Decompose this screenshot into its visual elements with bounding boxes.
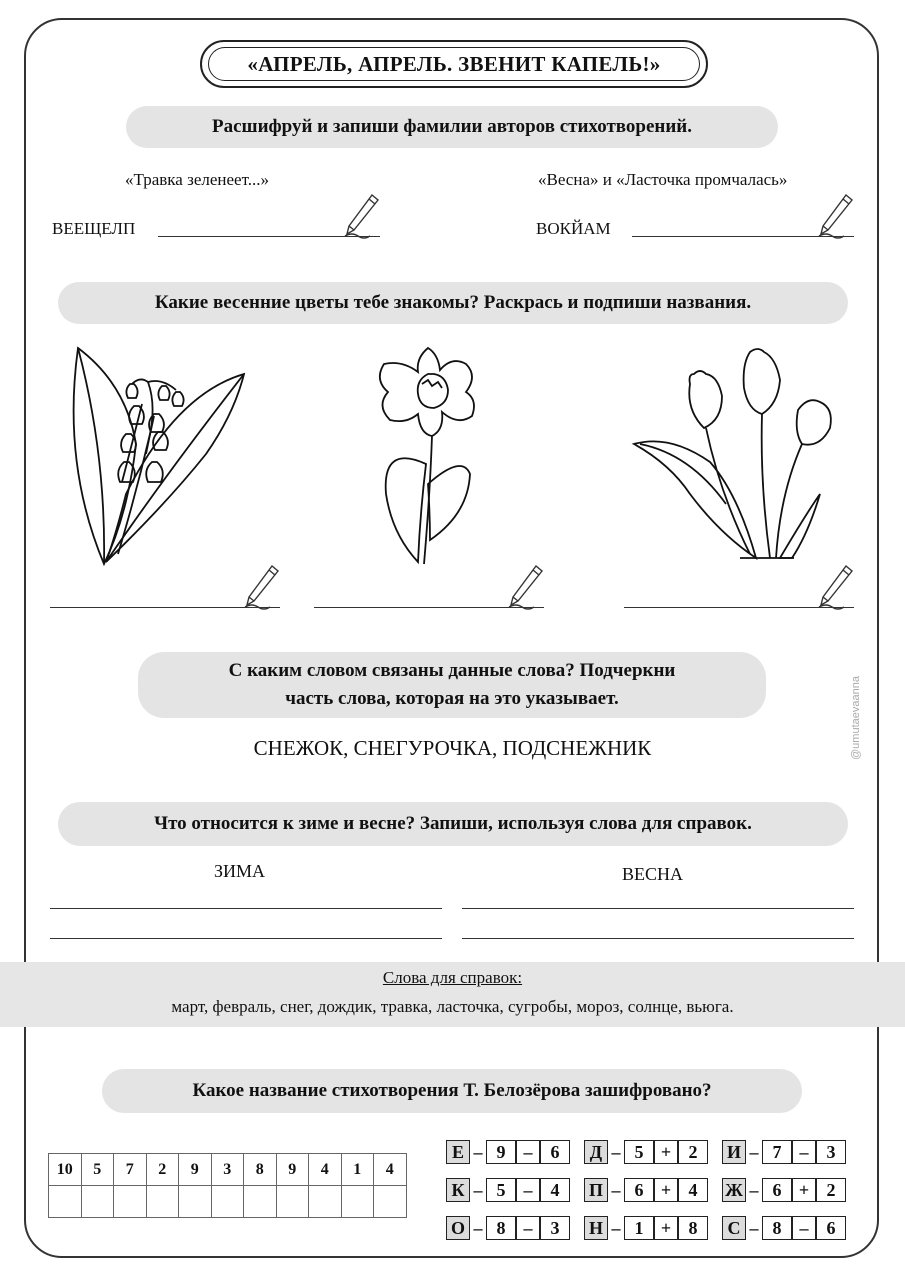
task3-heading-line1: С каким словом связаны данные слова? Подчеркни (228, 660, 676, 682)
code-expression (762, 1178, 846, 1202)
pencil-icon (342, 192, 384, 240)
grid-number-cell: 9 (276, 1154, 309, 1186)
related-words[interactable]: СНЕЖОК, СНЕГУРОЧКА, ПОДСНЕЖНИК (253, 736, 652, 760)
code-operand: 5 (624, 1140, 654, 1164)
task3-heading (138, 652, 766, 718)
grid-number-cell: 5 (81, 1154, 114, 1186)
grid-answer-cell[interactable] (244, 1186, 277, 1218)
grid-answer-cell[interactable] (49, 1186, 82, 1218)
code-operator: – (792, 1216, 816, 1240)
code-expression (624, 1140, 708, 1164)
grid-answer-cell[interactable] (179, 1186, 212, 1218)
code-operator: – (516, 1140, 540, 1164)
code-operand: 6 (540, 1140, 570, 1164)
lily-of-the-valley-drawing[interactable] (66, 344, 250, 570)
code-expression (486, 1178, 570, 1202)
grid-number-cell: 4 (374, 1154, 407, 1186)
code-operand: 7 (762, 1140, 792, 1164)
left-poem-title: «Травка зеленеет...» (125, 170, 269, 189)
code-expression (624, 1178, 708, 1202)
code-operator: – (516, 1178, 540, 1202)
daffodil-drawing[interactable] (372, 344, 484, 566)
code-row (446, 1171, 846, 1209)
code-operator: – (516, 1216, 540, 1240)
left-code-word: ВЕЕЩЕЛП (52, 219, 136, 238)
grid-answer-cell[interactable] (309, 1186, 342, 1218)
dash-separator: – (473, 1141, 483, 1162)
letter-code-block (446, 1133, 846, 1247)
grid-number-cell: 8 (244, 1154, 277, 1186)
code-operator: + (654, 1140, 678, 1164)
pencil-icon (816, 563, 858, 611)
task3-heading-line2: часть слова, которая на это указывает. (285, 688, 619, 709)
code-letter: И (722, 1140, 746, 1164)
pencil-icon (506, 563, 548, 611)
code-operand: 9 (486, 1140, 516, 1164)
reference-words: март, февраль, снег, дождик, травка, ласточка, сугробы, мороз, солнце, вьюга. (171, 997, 734, 1016)
code-operand: 6 (624, 1178, 654, 1202)
code-operand: 8 (486, 1216, 516, 1240)
code-letter: С (722, 1216, 746, 1240)
code-operand: 1 (624, 1216, 654, 1240)
spring-answer-line-2[interactable] (462, 938, 854, 939)
spring-answer-line-1[interactable] (462, 908, 854, 909)
winter-answer-line-2[interactable] (50, 938, 442, 939)
cipher-grid (48, 1153, 407, 1218)
grid-answer-cell[interactable] (341, 1186, 374, 1218)
spring-column-label: ВЕСНА (622, 864, 684, 884)
code-operand: 3 (540, 1216, 570, 1240)
dash-separator: – (611, 1217, 621, 1238)
watermark: @umutaevaanna (850, 676, 862, 760)
code-letter: П (584, 1178, 608, 1202)
right-poem-title: «Весна» и «Ласточка промчалась» (538, 170, 788, 189)
grid-number-cell: 10 (49, 1154, 82, 1186)
task1-heading: Расшифруй и запиши фамилии авторов стихотворений. (126, 106, 778, 148)
code-expression (762, 1140, 846, 1164)
code-expression (486, 1216, 570, 1240)
winter-column-label: ЗИМА (214, 861, 266, 881)
dash-separator: – (611, 1179, 621, 1200)
tulips-drawing[interactable] (630, 344, 844, 568)
code-operand: 4 (678, 1178, 708, 1202)
grid-number-cell: 3 (211, 1154, 244, 1186)
dash-separator: – (749, 1141, 759, 1162)
reference-title: Слова для справок: (382, 968, 523, 987)
code-letter: Ж (722, 1178, 746, 1202)
code-operand: 2 (678, 1140, 708, 1164)
code-letter: Д (584, 1140, 608, 1164)
dash-separator: – (749, 1179, 759, 1200)
right-code-word: ВОКЙАМ (536, 219, 611, 238)
pencil-icon (242, 563, 284, 611)
code-operand: 6 (762, 1178, 792, 1202)
page-title: «АПРЕЛЬ, АПРЕЛЬ. ЗВЕНИТ КАПЕЛЬ!» (208, 47, 700, 81)
grid-answer-cell[interactable] (276, 1186, 309, 1218)
grid-answer-cell[interactable] (81, 1186, 114, 1218)
task5-heading: Какое название стихотворения Т. Белозёрова зашифровано? (102, 1069, 802, 1113)
code-operand: 4 (540, 1178, 570, 1202)
task4-heading: Что относится к зиме и весне? Запиши, используя слова для справок. (58, 802, 848, 846)
code-row (446, 1133, 846, 1171)
dash-separator: – (473, 1179, 483, 1200)
grid-number-cell: 1 (341, 1154, 374, 1186)
code-letter: О (446, 1216, 470, 1240)
code-operator: + (792, 1178, 816, 1202)
code-operator: + (654, 1216, 678, 1240)
code-expression (624, 1216, 708, 1240)
code-operand: 5 (486, 1178, 516, 1202)
code-operand: 6 (816, 1216, 846, 1240)
grid-number-cell: 9 (179, 1154, 212, 1186)
grid-answer-cell[interactable] (211, 1186, 244, 1218)
code-row (446, 1209, 846, 1247)
grid-answer-cell[interactable] (146, 1186, 179, 1218)
code-operand: 3 (816, 1140, 846, 1164)
code-operator: – (792, 1140, 816, 1164)
dash-separator: – (749, 1217, 759, 1238)
code-operand: 2 (816, 1178, 846, 1202)
code-expression (486, 1140, 570, 1164)
code-letter: Н (584, 1216, 608, 1240)
code-operator: + (654, 1178, 678, 1202)
code-letter: Е (446, 1140, 470, 1164)
dash-separator: – (611, 1141, 621, 1162)
code-operand: 8 (762, 1216, 792, 1240)
grid-answer-cell[interactable] (374, 1186, 407, 1218)
reference-words-band (0, 962, 905, 1027)
dash-separator: – (473, 1217, 483, 1238)
title-box (200, 40, 708, 88)
code-letter: К (446, 1178, 470, 1202)
grid-answer-cell[interactable] (114, 1186, 147, 1218)
grid-number-cell: 4 (309, 1154, 342, 1186)
code-operand: 8 (678, 1216, 708, 1240)
task2-heading: Какие весенние цветы тебе знакомы? Раскрась и подпиши названия. (58, 282, 848, 324)
code-expression (762, 1216, 846, 1240)
winter-answer-line-1[interactable] (50, 908, 442, 909)
pencil-icon (816, 192, 858, 240)
grid-number-cell: 2 (146, 1154, 179, 1186)
grid-number-cell: 7 (114, 1154, 147, 1186)
